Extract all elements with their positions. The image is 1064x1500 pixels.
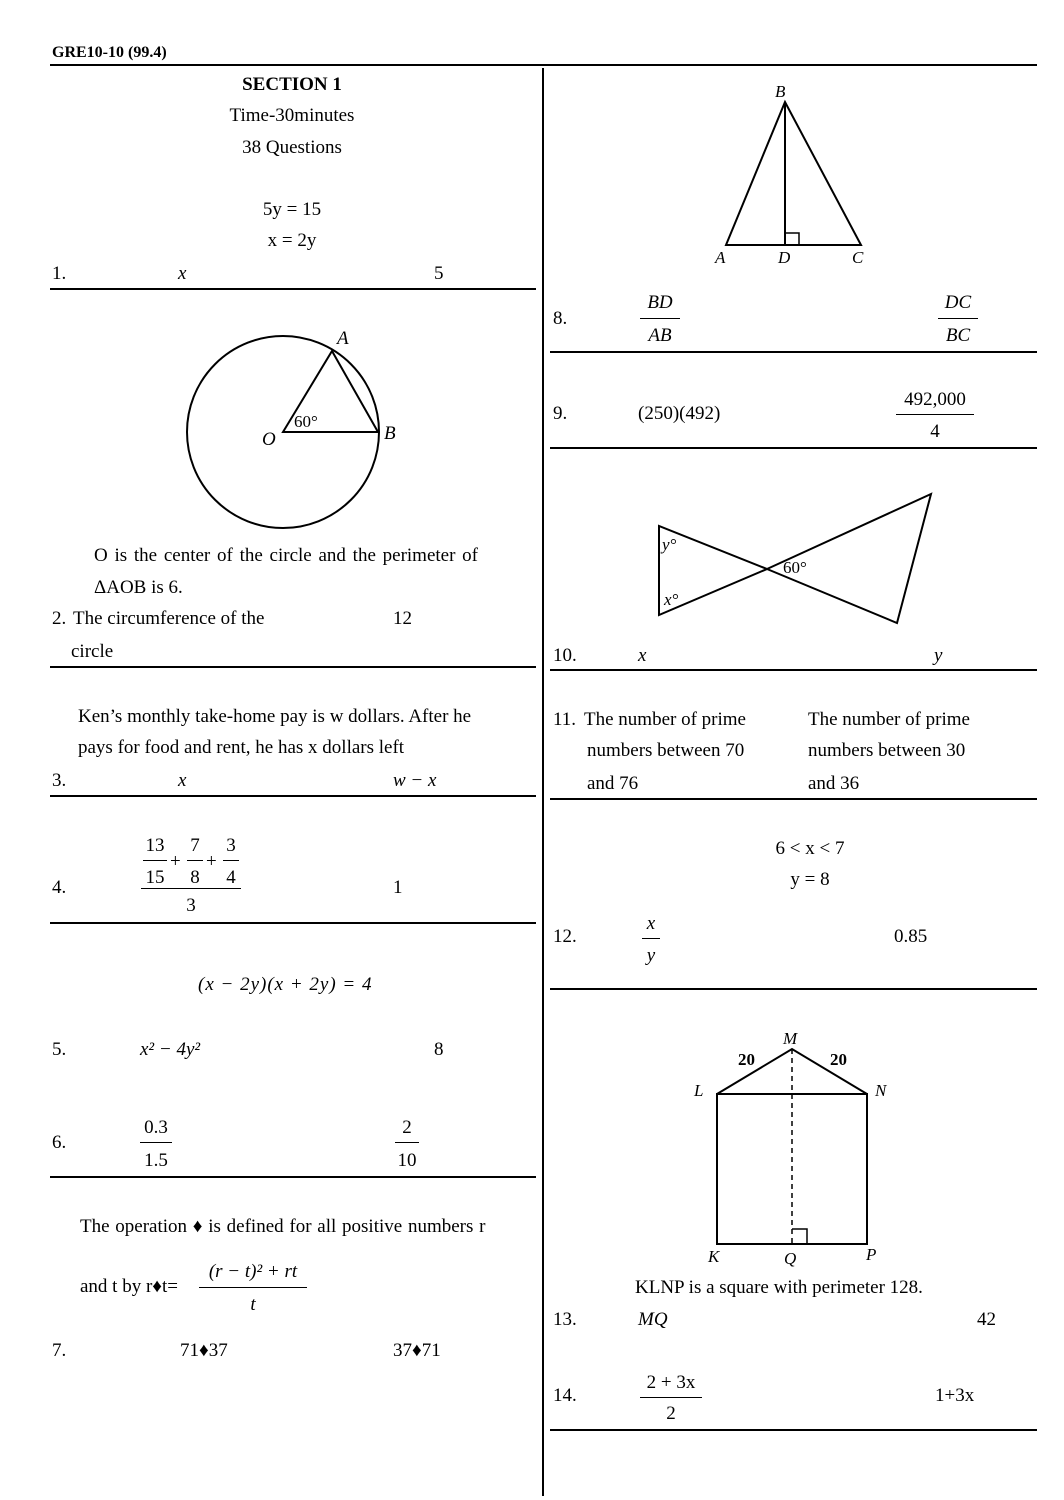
q13-number: 13.	[553, 1309, 577, 1330]
q5-quantity-a: x² − 4y²	[140, 1039, 201, 1060]
q11-number: 11.	[553, 709, 577, 730]
q13-label-p: P	[866, 1245, 877, 1264]
q2-quantity-b: 12	[393, 608, 412, 629]
q3-info-line-2: pays for food and rent, he has x dollars left	[78, 737, 405, 758]
q11-b-line-3: and 36	[808, 773, 860, 794]
q8-a-numerator: BD	[647, 292, 673, 313]
q1-condition-1: 5y = 15	[262, 199, 322, 220]
q12-condition-1: 6 < x < 7	[775, 838, 845, 859]
q12-quantity-b: 0.85	[894, 926, 928, 947]
q4-plus-1: +	[170, 851, 181, 872]
q2-label-a: A	[337, 328, 349, 349]
q11-a-line-3: and 76	[587, 773, 639, 794]
q9-number: 9.	[553, 403, 568, 424]
q7-info-line-2: and t by r♦t=	[80, 1276, 178, 1297]
q8-label-c: C	[852, 248, 864, 267]
q13-side-label-left: 20	[738, 1050, 755, 1069]
q5-condition: (x − 2y)(x + 2y) = 4	[198, 974, 373, 995]
q13-side-label-right: 20	[830, 1050, 847, 1069]
q2-label-o: O	[262, 429, 276, 450]
q3-quantity-a: x	[178, 770, 187, 791]
q3-number: 3.	[52, 770, 67, 791]
q7-number: 7.	[52, 1340, 67, 1361]
q2-quantity-a-line-1: The circumference of the	[73, 608, 265, 629]
q4-frac1-denominator: 15	[145, 867, 165, 888]
q13-label-q: Q	[784, 1249, 797, 1268]
q6-b-denominator: 10	[397, 1150, 417, 1171]
q7-quantity-a: 71♦37	[180, 1340, 228, 1361]
q2-number: 2.	[52, 608, 67, 629]
q4-frac2-denominator: 8	[190, 867, 200, 888]
section-count: 38 Questions	[242, 137, 342, 158]
q7-quantity-b: 37♦71	[393, 1340, 441, 1361]
q14-a-denominator: 2	[666, 1403, 676, 1424]
section-title: SECTION 1	[242, 74, 342, 95]
q4-frac2-numerator: 7	[190, 835, 200, 856]
q12-a-denominator: y	[646, 945, 656, 966]
q10-quantity-a: x	[638, 645, 647, 666]
q3-quantity-b: w − x	[393, 770, 437, 791]
q14-quantity-b: 1+3x	[935, 1385, 975, 1406]
q9-b-numerator: 492,000	[904, 389, 966, 410]
q8-b-denominator: BC	[945, 325, 971, 346]
q13-label-k: K	[708, 1247, 720, 1266]
q2-label-b: B	[384, 423, 396, 444]
q9-quantity-a: (250)(492)	[638, 403, 721, 424]
q1-condition-2: x = 2y	[267, 230, 317, 251]
q4-quantity-b: 1	[393, 877, 403, 898]
q11-a-line-2: numbers between 70	[587, 740, 745, 761]
q2-info-line-1: O is the center of the circle and the perimeter of	[94, 545, 478, 566]
q9-b-denominator: 4	[930, 421, 940, 442]
q12-number: 12.	[553, 926, 577, 947]
q4-plus-2: +	[206, 851, 217, 872]
q8-b-numerator: DC	[944, 292, 972, 313]
q2-angle-label: 60°	[294, 412, 318, 431]
q4-main-denominator: 3	[186, 895, 196, 916]
q8-label-d: D	[778, 248, 791, 267]
q10-angle-label: 60°	[783, 558, 807, 577]
q6-b-numerator: 2	[402, 1117, 412, 1138]
q13-label-l: L	[694, 1081, 704, 1100]
q5-number: 5.	[52, 1039, 67, 1060]
q1-quantity-b: 5	[434, 263, 444, 284]
section-time: Time-30minutes	[229, 105, 355, 126]
q7-formula-denominator: t	[250, 1294, 256, 1315]
q10-number: 10.	[553, 645, 577, 666]
page-header: GRE10-10 (99.4)	[52, 44, 167, 61]
q4-frac3-numerator: 3	[226, 835, 236, 856]
q11-b-line-1: The number of prime	[808, 709, 970, 730]
q10-label-y: y°	[662, 535, 677, 554]
q2-info-line-2: ΔAOB is 6.	[94, 577, 183, 598]
q6-a-numerator: 0.3	[144, 1117, 168, 1138]
q8-label-b: B	[775, 82, 786, 101]
q2-quantity-a-line-2: circle	[71, 641, 114, 662]
q4-number: 4.	[52, 877, 67, 898]
q10-label-x: x°	[664, 590, 679, 609]
q5-quantity-b: 8	[434, 1039, 444, 1060]
q13-label-n: N	[875, 1081, 887, 1100]
q14-a-numerator: 2 + 3x	[646, 1372, 696, 1393]
q14-a-bar	[640, 1397, 702, 1398]
q6-number: 6.	[52, 1132, 67, 1153]
q13-label-m: M	[783, 1029, 798, 1048]
q8-label-a: A	[715, 248, 726, 267]
q4-frac3-denominator: 4	[226, 867, 236, 888]
q8-a-denominator: AB	[648, 325, 672, 346]
q1-quantity-a: x	[178, 263, 187, 284]
q13-quantity-a: MQ	[638, 1309, 668, 1330]
q4-frac1-numerator: 13	[145, 835, 165, 856]
q12-a-numerator: x	[646, 913, 656, 934]
q3-info-line-1: Ken’s monthly take-home pay is w dollars. After he	[78, 706, 472, 727]
q12-condition-2: y = 8	[790, 869, 830, 890]
q7-info-line-1: The operation ♦ is defined for all positive numbers r	[80, 1216, 486, 1237]
q7-formula-numerator: (r − t)² + rt	[208, 1261, 298, 1282]
q14-number: 14.	[553, 1385, 577, 1406]
q11-a-line-1: The number of prime	[584, 709, 746, 730]
q8-number: 8.	[553, 308, 568, 329]
q11-b-line-2: numbers between 30	[808, 740, 966, 761]
q10-quantity-b: y	[934, 645, 943, 666]
q6-a-denominator: 1.5	[144, 1150, 168, 1171]
q13-info: KLNP is a square with perimeter 128.	[635, 1277, 923, 1298]
q1-number: 1.	[52, 263, 67, 284]
q13-quantity-b: 42	[977, 1309, 996, 1330]
q14-divider	[550, 1429, 1037, 1431]
